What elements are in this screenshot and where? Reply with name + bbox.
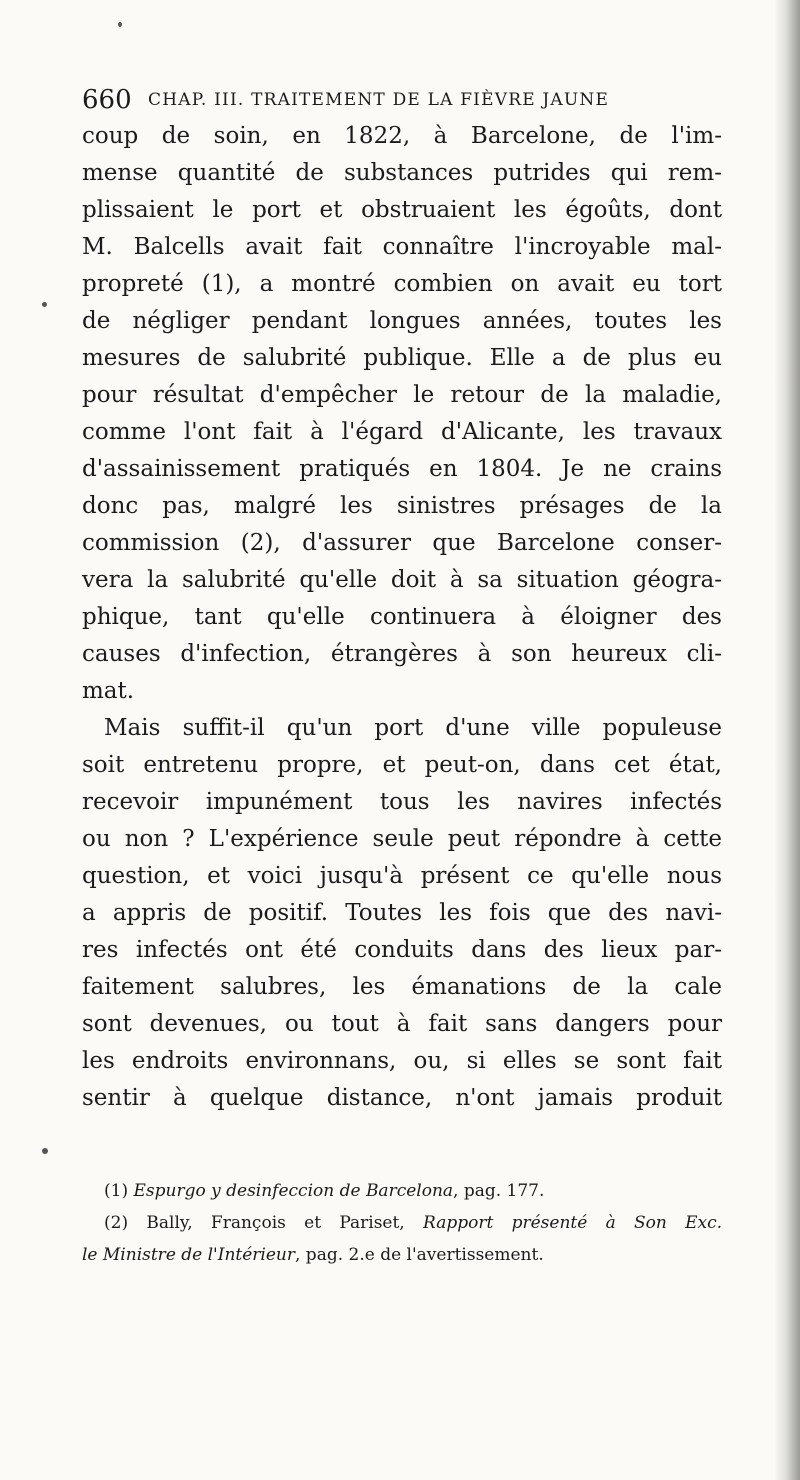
text-line: question, et voici jusqu'à présent ce qu'elle nous [82,863,722,889]
footnote-text: , pag. 2.e de l'avertissement. [295,1245,544,1265]
page-edge-shadow [774,0,800,1480]
footnote-title: le Ministre de l'Intérieur [82,1245,295,1265]
text-line: propreté (1), a montré combien on avait eu tort [82,271,722,297]
text-line: soit entretenu propre, et peut-on, dans cet état, [82,752,722,778]
text-line: faitement salubres, les émanations de la cale [82,974,722,1000]
text-line: comme l'ont fait à l'égard d'Alicante, les travaux [82,419,722,445]
text-line: a appris de positif. Toutes les fois que des navi- [82,900,722,926]
footnote-text: , pag. 177. [453,1181,545,1201]
text-line: recevoir impunément tous les navires infectés [82,789,722,815]
text-line: les endroits environnans, ou, si elles se sont fait [82,1048,722,1074]
page-header [82,80,722,120]
text-line: mat. [82,678,135,704]
text-line: coup de soin, en 1822, à Barcelone, de l'im- [82,123,722,149]
body-text [82,118,722,1117]
text-line: phique, tant qu'elle continuera à éloigner des [82,604,722,630]
text-line: donc pas, malgré les sinistres présages de la [82,493,722,519]
ink-speck [118,22,122,27]
footnote-2 [82,1207,722,1239]
footnote-2-continuation [82,1239,722,1271]
text-line: plissaient le port et obstruaient les égoûts, dont [82,197,722,223]
footnote-marker: (2) [104,1213,129,1233]
ink-speck [42,302,47,307]
footnote-marker: (1) [104,1181,129,1201]
text-line: commission (2), d'assurer que Barcelone conser- [82,530,722,556]
footnote-1 [82,1175,722,1207]
text-line: d'assainissement pratiqués en 1804. Je ne crains [82,456,722,482]
page-number: 660 [82,85,132,115]
footnotes [82,1175,722,1271]
ink-speck [42,1148,48,1154]
text-line: vera la salubrité qu'elle doit à sa situation géogra- [82,567,722,593]
paragraph-start-line: Mais suffit-il qu'un port d'une ville populeuse [104,715,722,741]
footnote-title: Espurgo y desinfeccion de Barcelona [133,1181,454,1201]
text-line: mense quantité de substances putrides qui rem- [82,160,722,186]
footnote-title: Rapport présenté à Son Exc. [423,1213,722,1233]
text-line: causes d'infection, étrangères à son heureux cli- [82,641,722,667]
text-line: sont devenues, ou tout à fait sans dangers pour [82,1011,722,1037]
footnote-authors: Bally, François et Pariset, [146,1213,405,1233]
text-line: M. Balcells avait fait connaître l'incroyable mal- [82,234,722,260]
text-line: de négliger pendant longues années, toutes les [82,308,722,334]
text-line: sentir à quelque distance, n'ont jamais produit [82,1085,722,1111]
text-line: mesures de salubrité publique. Elle a de plus eu [82,345,722,371]
text-line: ou non ? L'expérience seule peut répondre à cette [82,826,722,852]
running-head: CHAP. III. TRAITEMENT DE LA FIÈVRE JAUNE [148,90,610,110]
text-line: pour résultat d'empêcher le retour de la maladie, [82,382,722,408]
text-line: res infectés ont été conduits dans des lieux par- [82,937,722,963]
